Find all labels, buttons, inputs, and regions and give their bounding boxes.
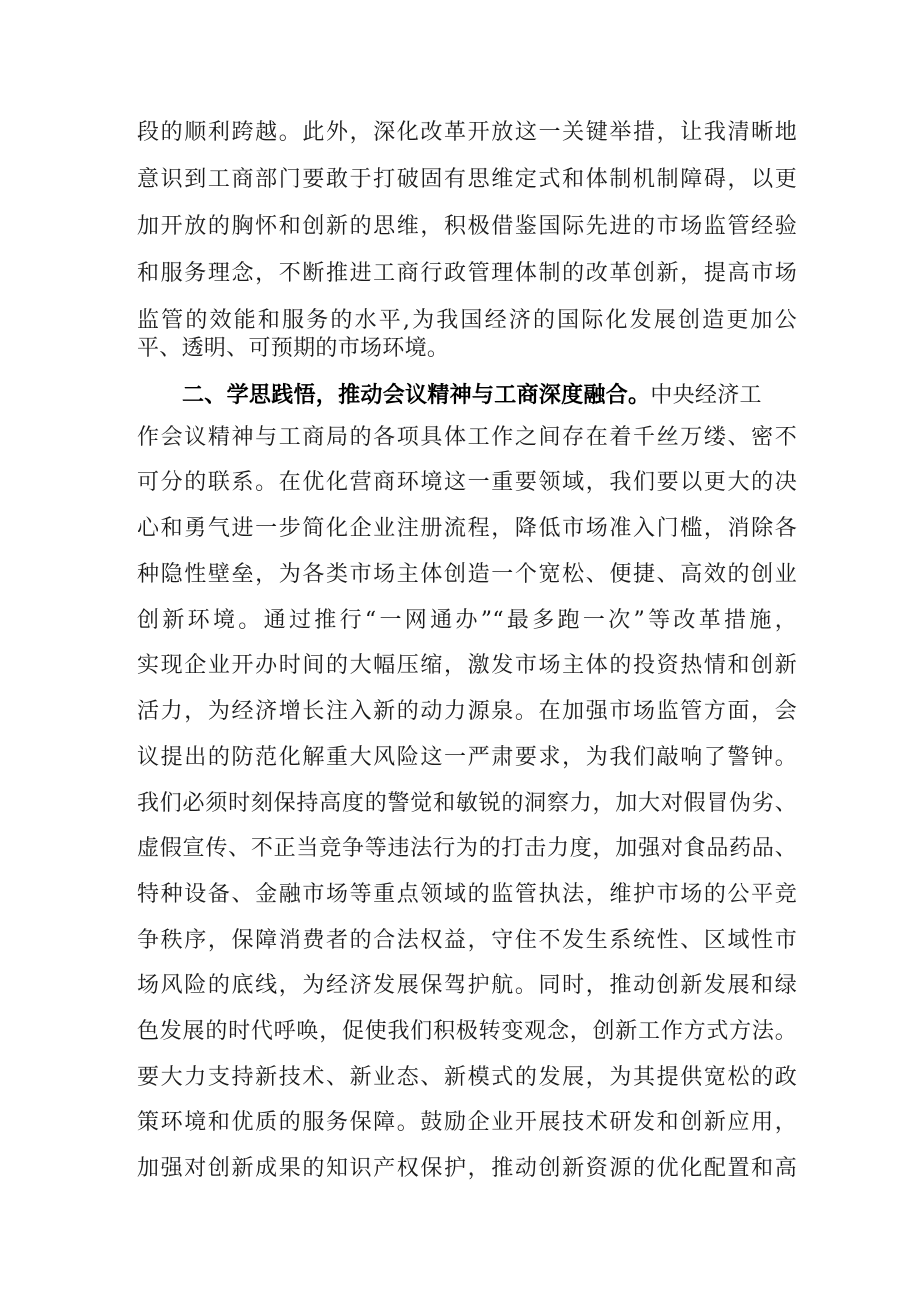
paragraph2-line: 可分的联系。在优化营商环境这一重要领域，我们要以更大的决 (137, 470, 797, 495)
paragraph2-line: 种隐性壁垒，为各类市场主体创造一个宽松、便捷、高效的创业 (137, 562, 797, 587)
paragraph2-line: 我们必须时刻保持高度的警觉和敏锐的洞察力，加大对假冒伪劣、 (137, 791, 797, 816)
paragraph1-line: 段的顺利跨越。此外，深化改革开放这一关键举措，让我清晰地 (137, 120, 797, 145)
paragraph2-line: 创新环境。通过推行“一网通办”“最多跑一次”等改革措施， (137, 608, 797, 633)
paragraph2-first-line (182, 381, 797, 411)
paragraph2-line: 特种设备、金融市场等重点领域的监管执法，维护市场的公平竞 (137, 882, 797, 907)
paragraph1-line: 平、透明、可预期的市场环境。 (137, 336, 450, 361)
paragraph2-line: 心和勇气进一步简化企业注册流程，降低市场准入门槛，消除各 (137, 516, 797, 541)
paragraph2-first-line-text: 中央经济工 (650, 383, 762, 408)
paragraph2-line: 色发展的时代呼唤，促使我们积极转变观念，创新工作方式方法。 (137, 1019, 797, 1044)
paragraph1-line: 意识到工商部门要敢于打破固有思维定式和体制机制障碍，以更 (137, 167, 797, 192)
paragraph1-line: 监管的效能和服务的水平,为我国经济的国际化发展创造更加公 (137, 308, 797, 333)
paragraph2-line: 活力，为经济增长注入新的动力源泉。在加强市场监管方面，会 (137, 699, 797, 724)
paragraph1-line: 和服务理念，不断推进工商行政管理体制的改革创新，提高市场 (137, 261, 797, 286)
section-heading: 二、学思践悟，推动会议精神与工商深度融合。 (182, 383, 651, 408)
paragraph1-line: 加开放的胸怀和创新的思维，积极借鉴国际先进的市场监管经验 (137, 214, 797, 239)
paragraph2-line: 虚假宣传、不正当竞争等违法行为的打击力度，加强对食品药品、 (137, 836, 797, 861)
paragraph2-line: 作会议精神与工商局的各项具体工作之间存在着千丝万缕、密不 (137, 425, 797, 450)
paragraph2-line: 加强对创新成果的知识产权保护，推动创新资源的优化配置和高 (137, 1156, 797, 1181)
paragraph2-line: 议提出的防范化解重大风险这一严肃要求，为我们敲响了警钟。 (137, 745, 797, 770)
paragraph2-line: 场风险的底线，为经济发展保驾护航。同时，推动创新发展和绿 (137, 973, 797, 998)
paragraph2-line: 要大力支持新技术、新业态、新模式的发展，为其提供宽松的政 (137, 1065, 797, 1090)
paragraph2-line: 策环境和优质的服务保障。鼓励企业开展技术研发和创新应用， (137, 1110, 797, 1135)
paragraph2-line: 实现企业开办时间的大幅压缩，激发市场主体的投资热情和创新 (137, 653, 797, 678)
paragraph2-line: 争秩序，保障消费者的合法权益，守住不发生系统性、区域性市 (137, 928, 797, 953)
